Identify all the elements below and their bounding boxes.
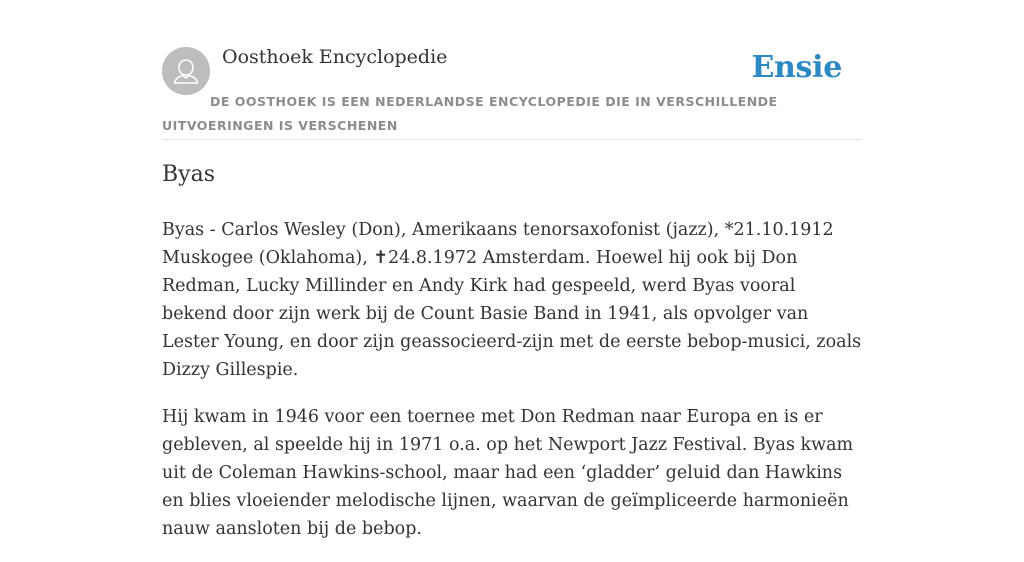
article-paragraph: Hij kwam in 1946 voor een toernee met Don Redman naar Europa en is er gebleven, al speelde hij in 1971 o.a. op het Newport Jazz Festival. Byas kwam uit de Coleman Hawkins-school, maar had een ‘gladder’ geluid dan Hawkins en blies vloeiender melodische lijnen, waarvan de geïmpliceerde harmonieën nauw aansloten bij de bebop. <box>162 407 854 539</box>
article-body <box>162 216 862 562</box>
article-paragraph: Byas - Carlos Wesley (Don), Amerikaans tenorsaxofonist (jazz), *21.10.1912 Muskogee (Oklahoma), ✝24.8.1972 Amsterdam. Hoewel hij ook bij Don Redman, Lucky Millinder en Andy Kirk had gespeeld, werd Byas vooral bekend door zijn werk bij de Count Basie Band in 1941, als opvolger van Lester Young, en door zijn geassocieerd-zijn met de eerste bebop-musici, zoals Dizzy Gillespie. <box>162 220 862 380</box>
site-tagline: DE OOSTHOEK IS EEN NEDERLANDSE ENCYCLOPEDIE DIE IN VERSCHILLENDE UITVOERINGEN IS VERSCHENEN <box>162 94 778 133</box>
page-title: Byas <box>162 162 216 187</box>
user-icon <box>162 47 210 95</box>
site-header <box>162 0 862 140</box>
avatar[interactable] <box>162 47 210 95</box>
page <box>162 0 862 539</box>
site-name[interactable]: Oosthoek Encyclopedie <box>222 46 448 68</box>
brand-logo[interactable]: Ensie <box>751 50 842 85</box>
